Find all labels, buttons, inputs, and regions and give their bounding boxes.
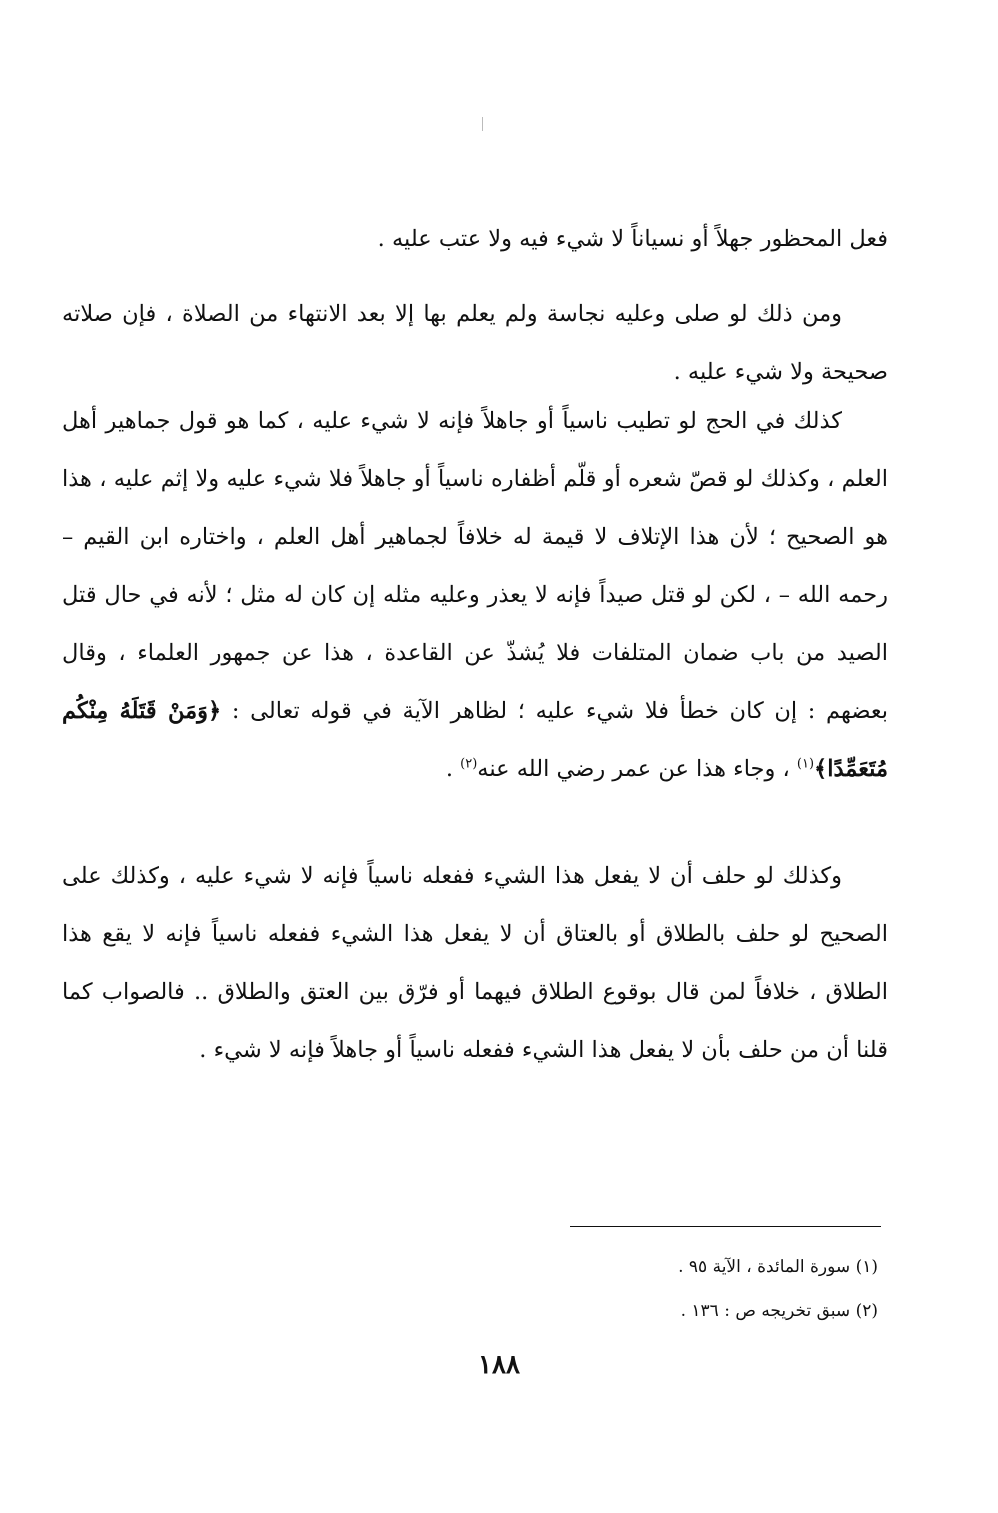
paragraph-3-continued: ، وجاء هذا عن عمر رضي الله عنه [477, 756, 797, 782]
footnote-ref-2[interactable]: (٢) [460, 756, 478, 772]
scan-speck [482, 117, 483, 131]
paragraph-oath-forgetfulness [62, 847, 888, 1079]
paragraph-3-text: كذلك في الحج لو تطيب ناسياً أو جاهلاً فإنه لا شيء عليه ، كما هو قول جماهير أهل العلم ، وكذلك لو قصّ شعره أو قلّم أظفاره ناسياً أو جاهلاً فلا شيء عليه ولا إثم عليه ، هذا هو الصحيح ؛ لأن هذا الإتلاف لا قيمة له خلافاً لجماهير أهل العلم ، واختاره ابن القيم – رحمه الله – ، لكن لو قتل صيداً فإنه لا يعذر وعليه مثله إن كان له مثل ؛ لأنه في حال قتل الصيد من باب ضمان المتلفات فلا يُشذّ عن القاعدة ، هذا عن جمهور العلماء ، وقال بعضهم : إن كان خطأ فلا شيء عليه ؛ لظاهر الآية في قوله تعالى : [62, 408, 889, 724]
paragraph-2-text: ومن ذلك لو صلى وعليه نجاسة ولم يعلم بها إلا بعد الانتهاء من الصلاة ، فإن صلاته صحيحة ولا شيء عليه . [62, 301, 888, 385]
paragraph-3-end: . [445, 756, 461, 782]
footnote-2: (٢) سبق تخريجه ص : ١٣٦ . [680, 1301, 878, 1321]
footnote-ref-1[interactable]: (١) [796, 756, 815, 772]
quran-verse-quote: ﴿وَمَنْ قَتَلَهُ مِنْكُم مُتَعَمِّدًا﴾ [62, 698, 888, 782]
footnote-1: (١) سورة المائدة ، الآية ٩٥ . [678, 1257, 878, 1277]
paragraph-1-text: فعل المحظور جهلاً أو نسياناً لا شيء فيه ولا عتب عليه . [377, 226, 888, 252]
paragraph-prayer-impurity [62, 285, 888, 401]
paragraph-continuation [62, 210, 888, 268]
paragraph-hajj-forgetfulness [62, 392, 888, 798]
paragraph-4-text: وكذلك لو حلف أن لا يفعل هذا الشيء ففعله ناسياً فإنه لا شيء عليه ، وكذلك على الصحيح لو حلف بالطلاق أو بالعتاق أن لا يفعل هذا الشيء ففعله ناسياً فإنه لا يقع هذا الطلاق ، خلافاً لمن قال بوقوع الطلاق فيهما أو فرّق بين العتق والطلاق .. فالصواب كما قلنا أن من حلف بأن لا يفعل هذا الشيء ففعله ناسياً أو جاهلاً فإنه لا شيء . [62, 863, 888, 1063]
page-number: ١٨٨ [478, 1350, 520, 1380]
footnote-separator [570, 1226, 881, 1227]
